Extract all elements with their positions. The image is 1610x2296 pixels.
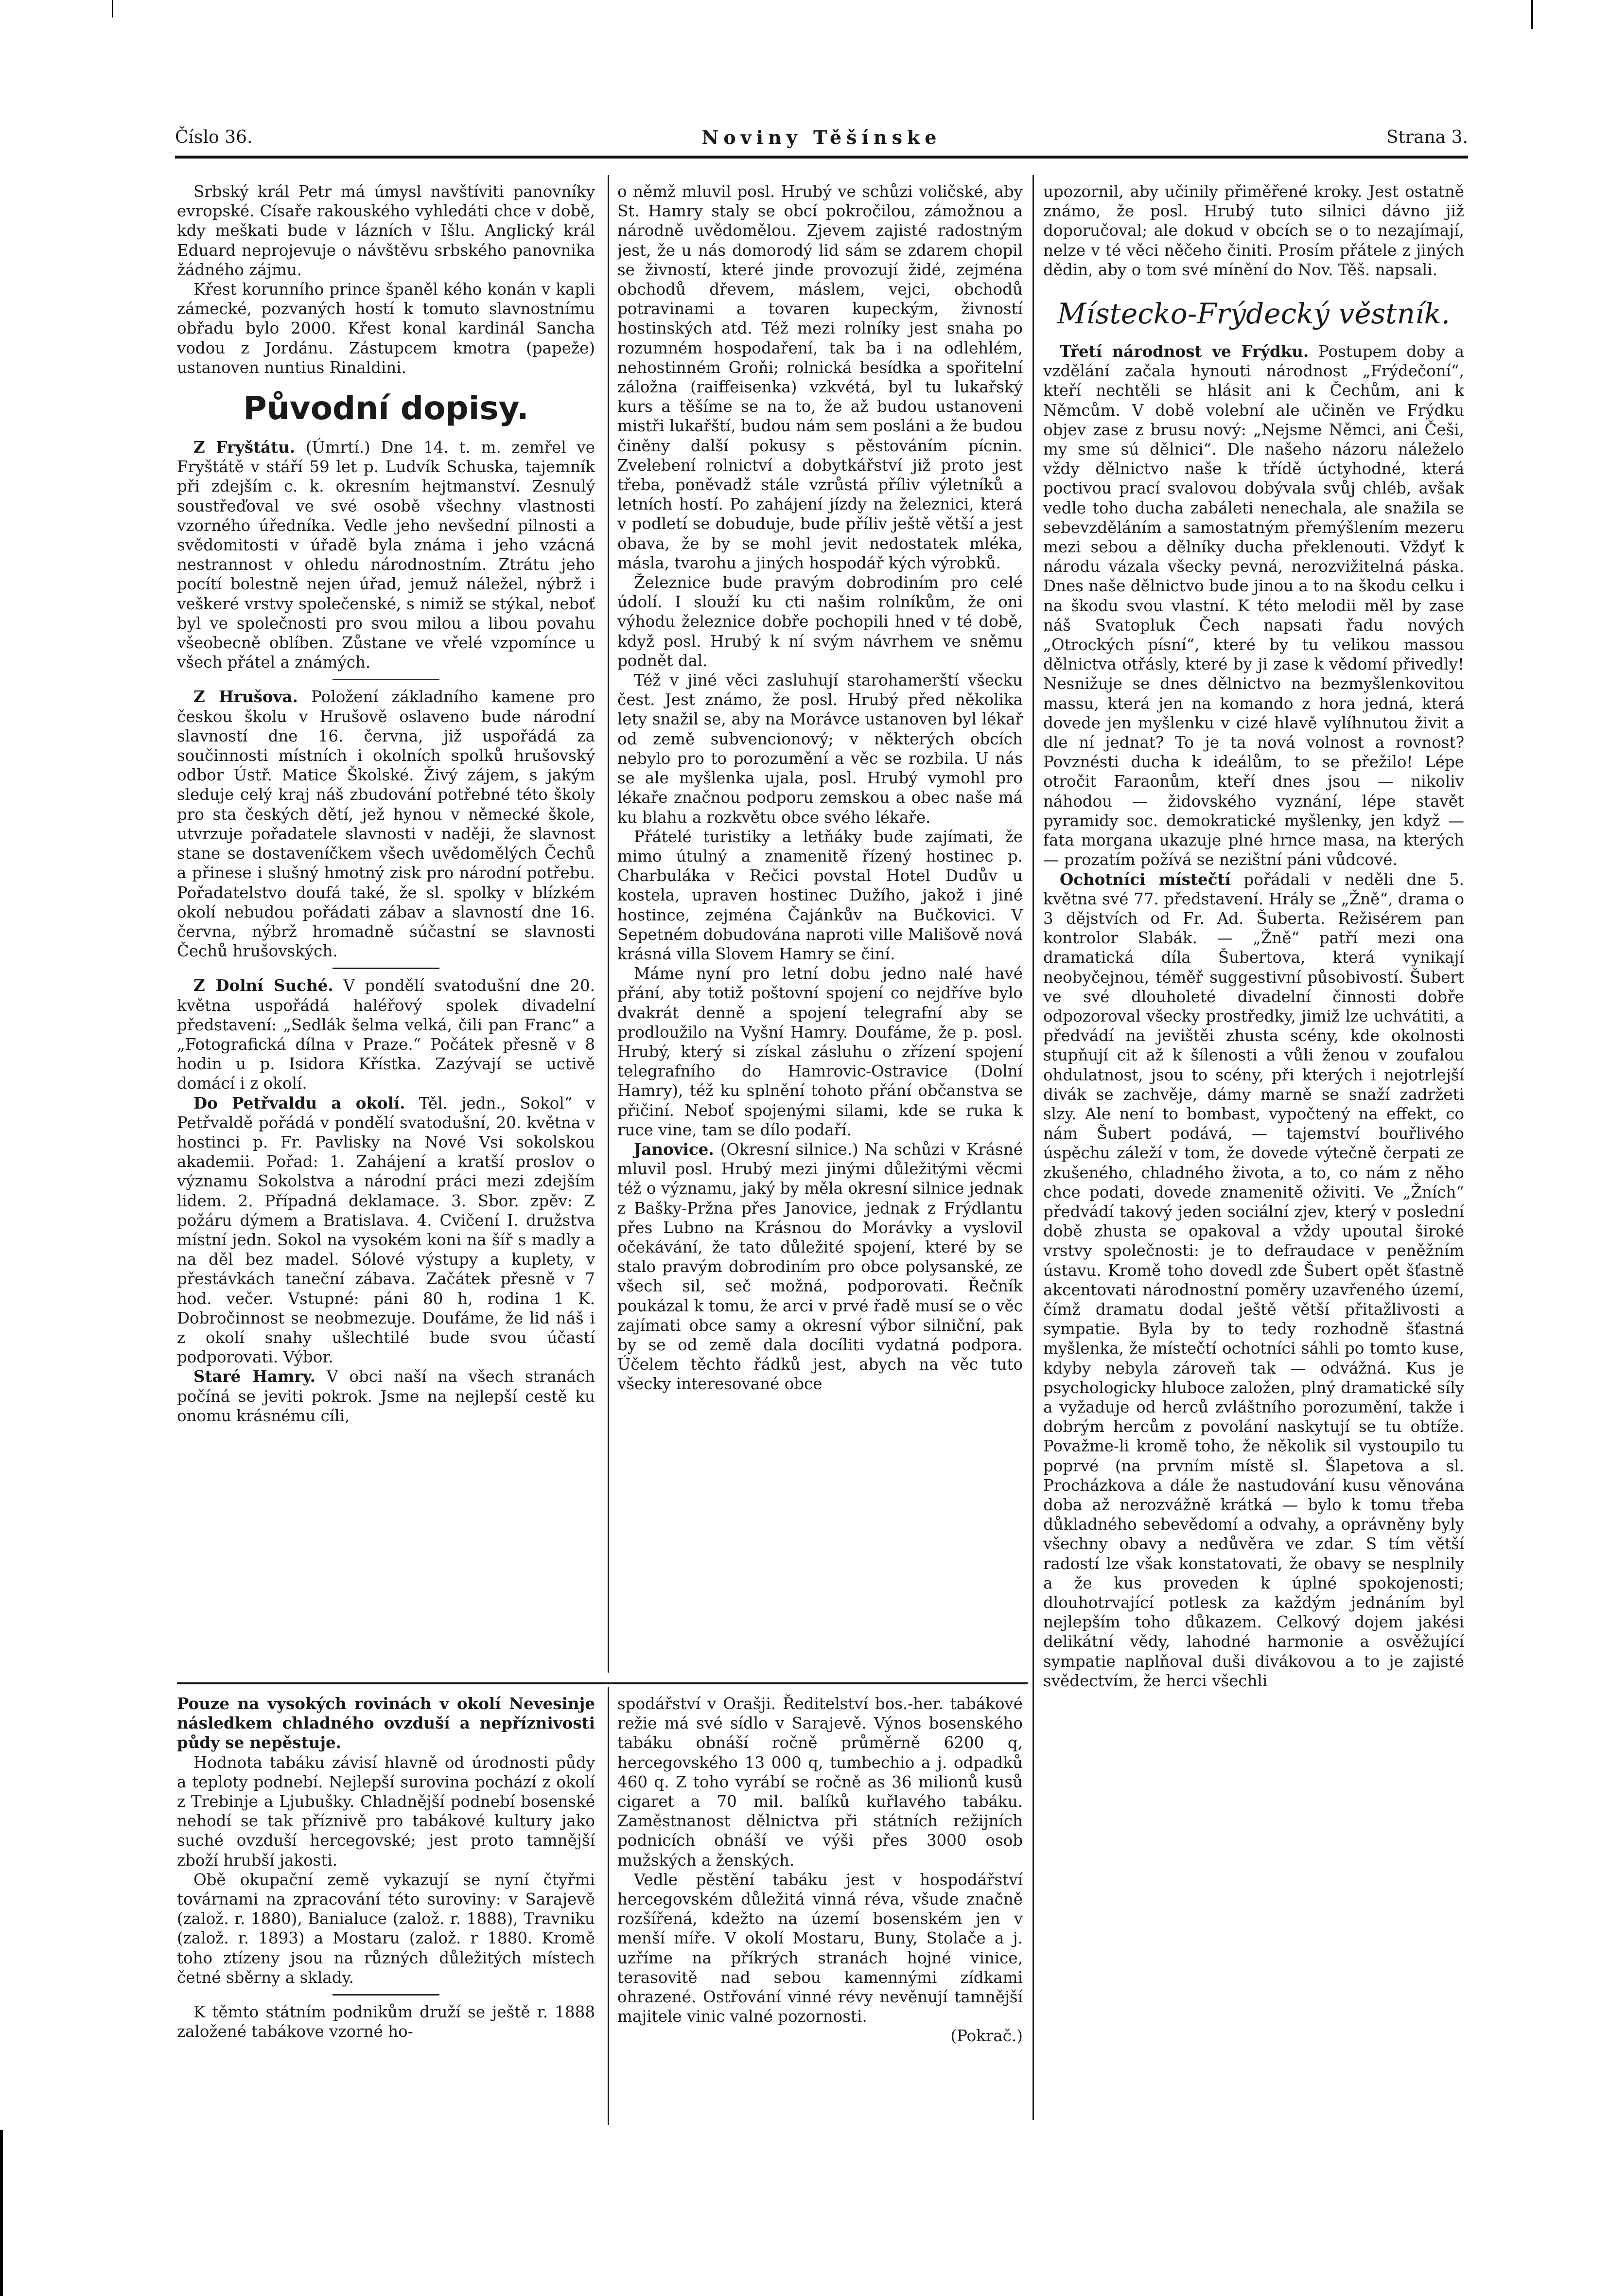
header-rule	[175, 156, 1468, 159]
article-paragraph: Přátelé turistiky a letňáky bude zajímati, že mimo útulný a znamenitě řízený hostinec p. Charbuláka v Rečici povstal Hotel Dudův u kostela, upraven hostinec Dužího, jakož i jiné hostince, zejména Čajánkův na Bučkovici. V Sepetném dobudována naproti ville Mališově nová krásná villa Slovem Hamry se činí.	[617, 827, 1023, 963]
section-title-puvodni-dopisy: Původní dopisy.	[243, 389, 529, 427]
column-2	[617, 182, 1023, 1670]
article-lead: Pouze na vysokých rovinách v okolí Nevesinje následkem chladného ovzduší a nepříznivosti půdy se nepěstuje.	[177, 1694, 595, 1752]
article-third-nationality: Třetí národnost ve Frýdku. Postupem doby a vzdělání začala hynouti národnost „Frýdečoní“, kteří nechtěli se hlásit ani k Čechům, ani k Němcům. V době volební ale učiněn ve Frýdku objev zase z brusu nový: „Nejsme Němci, ani Češi, my sme sú dělnici“. Dle našeho názoru náleželo vždy dělnictvo naše k třídě úctyhodné, která poctivou prací svalovou dobývala svůj chléb, avšak vedle toho ducha zabáleti nenechala, ale snažila se sebevzděláním a samostatným přemýšlením mezeru mezi sebou a dělníky ducha překlenouti. Vždyť k národu vázala všecky pevná, nerozvižitelná páska. Dnes naše dělnictvo bude jinou a to na škodu celku i na škodu svou vlastní. K této melodii měl by zase náš Svatopluk Čech napsati řadu nových „Otrockých písní“, které by tu velikou massou dělnictva otřásly, které by ji zase k vědomí přivedly! Nesnižuje se dnes dělnictvo na bezmyšlenkovitou massu, která jen na komando z hora jedná, která dovede jen myšlenku v cizé hlavě vylíhnutou živit a dle ní jednat? To je ta nová volnost a rovnost? Povznésti ducha k ideálům, to se přežilo! Lépe otročit Faraonům, kteří dnes jsou — nikoliv náhodou — židovského vyznání, lépe stavět pyramidy soc. demokratické myšlenky, jen když — fata morgana ukazuje plné hrnce masa, na kterých — prozatím požívá se nezištní páni vůdcové.	[1043, 342, 1464, 869]
article-paragraph: Křest korunního prince španěl kého konán v kapli zámecké, pozvaných hostí k tomuto slavnostnímu obřadu bylo 2000. Křest konal kardinál Sancha vodou z Jordánu. Zástupcem kmotra (papeže) ustanoven nuntius Rinaldini.	[177, 280, 595, 377]
article-paragraph: Srbský král Petr má úmysl navštíviti panovníky evropské. Císaře rakouského vyhledáti chce v době, kdy meškati bude v lázních v Išlu. Anglický král Eduard neprojevuje o návštěvu srbského panovnika žádného zájmu.	[177, 182, 595, 279]
column-1	[177, 182, 595, 1670]
article-paragraph: Máme nyní pro letní dobu jedno nalé havé přání, aby totiž poštovní spojení co nejdříve bylo dvakrát denně a spojení telegrafní aby se prodloužilo na Vyšní Hamry. Doufáme, že p. posl. Hrubý, který si získal zásluhu o zřízení spojení telegrafního do Hamrovic-Ostravice (Dolní Hamry), též ku splnění tohoto přání občanstva se přičiní. Neboť spojenými silami, kde se ruka k ruce vine, tam se dílo podaří.	[617, 964, 1023, 1139]
article-paragraph: Železnice bude pravým dobrodiním pro celé údolí. I slouží ku cti našim rolníkům, že oni výhodu železnice dobře pochopili hned v té době, když posl. Hrubý k ní svým návrhem ve sněmu podnět dal.	[617, 573, 1023, 670]
issue-number: Číslo 36.	[175, 127, 253, 147]
article-paragraph: Vedle pěstění tabáku jest v hospodářství hercegovském důležitá vinná réva, všude značně rozšířená, kdežto na území bosenském jen v menší míře. V okolí Mostaru, Buny, Stolače a j. uzříme na příkrých stranách hojné vinice, terasovitě nad sebou kamennými zídkami ohrazené. Ostřování vinné révy nevěnují tamnější majitele vinic valné pozornosti.	[617, 1870, 1023, 2026]
dateline: Ochotníci místečtí	[1060, 869, 1231, 889]
page-number: Strana 3.	[1386, 127, 1468, 147]
tobacco-article-left	[177, 1694, 595, 2132]
dateline: Z Hrušova.	[193, 687, 298, 706]
article-theatre: Ochotníci místečtí pořádali v neděli dne 5. května své 77. představení. Hrály se „Žně“, drama o 3 dějstvích od Fr. Ad. Šuberta. Režisérem pan kontrolor Slabák. — „Žně“ patří mezi ona dramatická díla Šubertova, která vynikají neobyčejnou, téměř suggestivní působivostí. Šubert ve své dlouholeté divadelní činnosti dobře odpozoroval všecky prostředky, jimiž lze uchvátiti, a předvádí na jevištěi zhusta scény, kde okolnosti stupňují cit až k šílenosti a vůli ženou v zoufalou ohdulatnost, jsou to scény, při kterých i nejotrlejší divák se zachvěje, dámy marně se snaží zadržeti slzy. Ale není to bombast, vypočtený na effekt, co nám Šubert podává, — tajemství bouřlivého úspěchu záleží v tom, že dovede výtečně čerpati ze zkušeného, chladného života, a to, co nám z něho chce podati, dovede znamenitě oživiti. Ve „Žních“ předvádí takový jeden sociální zjev, který v poslední době zhusta se opakoval a vždy upoutal široké vrstvy společnosti: je to defraudace v peněžním ústavu. Kromě toho dovedl zde Šubert opět šťastně akcentovati národnostní poměry uzavřeného území, čímž dramatu dodal ještě větší přitažlivosti a sympatie. Byla by to tedy rozhodně šťastná myšlenka, že místečtí ochotníci sáhli po tomto kuse, kdyby nebyla zároveň tak — odvážná. Kus je psychologicky hluboce založen, plný dramatické síly a vyžaduje od herců zvláštního porozumění, takže i dobrým hercům z povolání naskytují se tu obtíže. Považme-li kromě toho, že několik sil vystoupilo tu poprvé (na prvním místě sl. Šlapetova a sl. Procházkova a dále že nastudování kusu věnována doba až nerozvážně krátká — bylo k tomu třeba důkladného sebevědomí a odvahy, a oprávněny byly všechny obavy a nedůvěra ve zdar. S tím větší radostí lze však konstatovati, že obavy se nesplnily a že kus proveden k úplné spokojenosti; dlouhotrvající potlesk za každým jednáním byl nejlepším toho důkazem. Celkový dojem jakési delikátní vědy, lahodné harmonie a osvěžující sympatie naplňoval duši divákovou a to je zajisté svědectvím, že herci všechli	[1043, 869, 1464, 1690]
column-rule-1	[608, 175, 609, 1673]
column-3	[1043, 182, 1464, 2263]
dateline: Z Fryštátu.	[193, 438, 296, 457]
article-paragraph: Též v jiné věci zasluhují starohamerští všecku čest. Jest známo, že posl. Hrubý před několika lety snažil se, aby na Morávce ustanoven byl lékař od země subvencionový; v některých obcích nebylo pro to porozumění a věc se rozbila. U nás se ale myšlenka ujala, posl. Hrubý vymohl pro lékaře značnou podporu zemskou a obec naše má ku blahu a rozkvětu obce svého lékaře.	[617, 671, 1023, 827]
lower-section-rule	[177, 1682, 1028, 1684]
article-paragraph: K těmto státním podnikům druží se ještě r. 1888 založené tabákove vzorné ho-	[177, 2003, 595, 2041]
report-janovice: Janovice. (Okresní silnice.) Na schůzi v Krásné mluvil posl. Hrubý mezi jinými důležitými věcmi též o významu, jaký by měla okresní silnice jednak z Bašky-Pržna přes Janovice, jednak z Frýdlantu přes Lubno na Krásnou do Morávky a vyslovil očekávání, že tato důležité spojení, které by se stalo pravým dobrodiním pro obce polysanské, ze všech sil, seč možná, podporovati. Řečník poukázal k tomu, že arci v prvé řadě musí se o věc zajímati obce samy a okresní výbor silniční, pak by se od země dala docíliti vydatná podpora. Účelem těchto řádků jest, abych na věc tuto všecky interesované obce	[617, 1139, 1023, 1394]
column-rule-2	[1032, 175, 1034, 2120]
crop-mark-top-left	[112, 0, 113, 18]
page-header	[175, 124, 1468, 154]
divider	[332, 679, 439, 680]
article-paragraph: Obě okupační země vykazují se nyní čtyřmi továrnami na zpracování této suroviny: v Sarajevě (založ. r. 1880), Banialuce (založ. r. 1888), Travniku (založ. r. 1893) a Mostaru (založ. r 1880. Kromě toho ztízeny jsou na různých důležitých místech četné sběrny a sklady.	[177, 1870, 595, 1987]
masthead-title: Noviny Těšínske	[701, 126, 942, 148]
section-title-mistecko-frydecky: Místecko-Frýdecký věstník.	[1057, 297, 1451, 331]
tobacco-article-right	[617, 1694, 1023, 2132]
divider	[332, 1994, 439, 1996]
crop-mark-top-right	[1531, 0, 1533, 29]
divider	[332, 968, 439, 969]
article-paragraph: o němž mluvil posl. Hrubý ve schůzi voličské, aby St. Hamry staly se obcí pokročilou, zámožnou a národně uvědomělou. Zjevem zajisté radostným jest, že u nás domorodý lid sám se zdarem chopil se živností, které jinde provozují židé, zejména obchodů dřevem, máslem, vejci, obchodů potravinami a tovaren kupeckým, živností hostinských atd. Též mezi rolníky jest snaha po rozumném hospodaření, tak ba i na odlehlém, nehostinném Groňi; rolnická besídka a spořitelní záložna (raiffeisenka) vzkvétá, byl tu lukařský kurs a těšíme se na to, že až budou ustanoveni mistři lukařští, budou nám sem posláni a že budou činěny další pokusy s pěstováním pícnin. Zvelebení rolnictví a dobytkářství již proto jest třeba, poněvadž stále vzrůstá příliv výletníků a letních hostí. Po zahájení jízdy na železnici, která v podletí se dobuduje, bude příliv ještě větší a jest obava, že by se mohl jevit nedostatek mléka, másla, tvarohu a jiných hospodář kých výrobků.	[617, 182, 1023, 572]
continued-note: (Pokrač.)	[950, 2027, 1023, 2046]
article-paragraph: upozornil, aby učinily přiměřené kroky. Jest ostatně známo, že posl. Hrubý tuto silnici dávno již doporučoval; ale dokud v obcích se o to nezajímají, nelze v té věci něčeho činiti. Prosím přátele z jiných dědin, aby o tom své mínění do Nov. Těš. napsali.	[1043, 182, 1464, 279]
report-petrvald: Do Petřvaldu a okolí. Těl. jedn., Sokol“ v Petřvaldě pořádá v pondělí svatodušní, 20. května v hostinci p. Fr. Pavlisky na Nové Vsi sokolskou akademii. Pořad: 1. Zahájení a kratší proslov o významu Sokolstva a národní práci mezi zdejším lidem. 2. Případná deklamace. 3. Sbor. zpěv: Z požáru dýmem a Bratislava. 4. Cvičení I. družstva místní jedn. Sokol na vysokém koni na šíř s madly a na děl bez madel. Sólové výstupy a kuplety, v přestávkách taneční zábava. Začátek přesně v 7 hod. večer. Vstupné: páni 80 h, rodina 1 K. Dobročinnost se neobmezuje. Doufáme, že lid náš i z okolí snahy ušlechtilé bude svou účastí podporovati. Výbor.	[177, 1093, 595, 1367]
dateline: Třetí národnost ve Frýdku.	[1060, 342, 1309, 361]
report-hrusov: Z Hrušova. Položení základního kamene pro českou školu v Hrušově oslaveno bude národní slavností dne 16. června, již uspořádá za součinnosti místních i okolních spolků hrušovský odbor Ústř. Matice Školské. Živý zájem, s jakým sleduje celý kraj náš zbudování potřebné této školy pro sta českých dětí, jež hynou v německé škole, utvrzuje pořadatele slavnosti v naději, že slavnost stane se dostaveníčkem všech uvědomělých Čechů a přinese i slušný hmotný zisk pro národní potřebu. Pořadatelstvo doufá také, že sl. spolky v blízkém okolí nebudou pořádati zábav a slavností dne 16. června, nýbrž hromadně súčastní se slavnosti Čechů hrušovských.	[177, 687, 595, 961]
dateline: Z Dolní Suché.	[193, 976, 333, 995]
report-stare-hamry: Staré Hamry. V obci naší na všech stranách počíná se jeviti pokrok. Jsme na nejlepší cestě ku onomu krásnému cíli,	[177, 1367, 595, 1425]
dateline: Do Petřvaldu a okolí.	[193, 1093, 405, 1113]
crop-mark-left-edge	[0, 2130, 3, 2296]
report-dolni-sucha: Z Dolní Suché. V pondělí svatodušní dne 20. května uspořádá haléřový spolek divadelní představení: „Sedlák šelma velká, čili pan Franc“ a „Fotografická dílna v Praze.“ Počátek přesně v 8 hodin u p. Isidora Křístka. Zazývají se uctivě domácí i z okolí.	[177, 976, 595, 1093]
dateline: Janovice.	[634, 1139, 714, 1159]
article-paragraph: Hodnota tabáku závisí hlavně od úrodnosti půdy a teploty podnebí. Nejlepší surovina pochází z okolí z Trebinje a Ljubušky. Chladnější podnebí bosenské nehodí se tak příznivě pro tabákové kultury jako suché ovzduší hercegovské; jest proto tamnější zboží hrubší jakosti.	[177, 1753, 595, 1870]
column-rule-lower	[608, 1687, 609, 2125]
article-paragraph: spodářství v Orašji. Ředitelství bos.-her. tabákové režie má své sídlo v Sarajevě. Výnos bosenského tabáku obnáší ročně průměrně 6200 q, hercegovského 13 000 q, tumbechio a j. odpadků 460 q. Z toho vyrábí se ročně as 36 milionů kusů cigaret a 70 mil. balíků kuřlavého tabáku. Zaměstnanost dělnictva při státních režijních podnicích obnáší ve výši přes 3000 osob mužských a ženských.	[617, 1695, 1023, 1870]
report-fryštát: Z Fryštátu. (Úmrtí.) Dne 14. t. m. zemřel ve Fryštátě v stáří 59 let p. Ludvík Schuska, tajemník při zdejším c. k. okresním hejtmanství. Zesnulý soustřeďoval ve své osobě všechny vlastnosti vzorného úředníka. Vedle jeho nevšední pilnosti a svědomitosti v úřadě byla známa i jeho vzácná nestrannost v ohledu národnostním. Ztrátu jeho pocítí bolestně nejen úřad, jemuž náležel, nýbrž i veškeré vrstvy společenské, s nimiž se stýkal, neboť byl ve společnosti pro svou milou a libou povahu všeobecně oblíben. Zůstane ve vřelé vzpomínce u všech přátel a známých.	[177, 438, 595, 672]
dateline: Staré Hamry.	[193, 1367, 315, 1386]
